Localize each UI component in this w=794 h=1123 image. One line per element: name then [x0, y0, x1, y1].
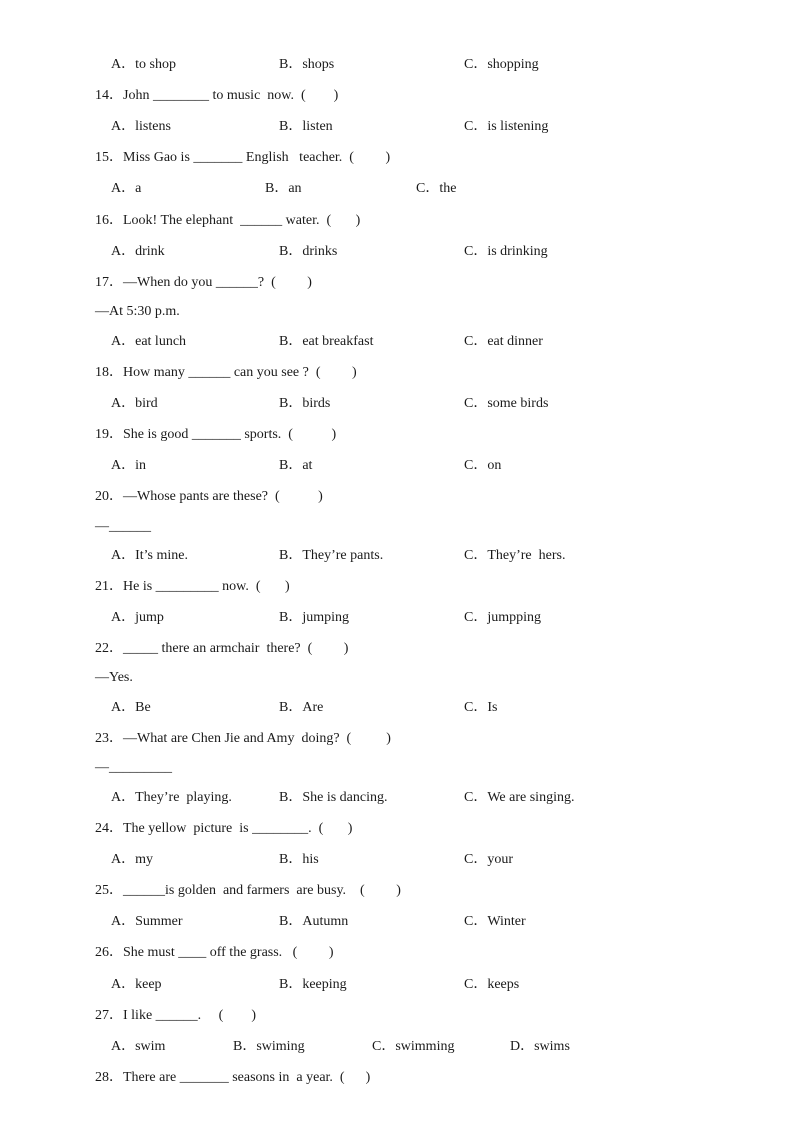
- question-text: 14．John ________ to music now. ( ): [95, 88, 339, 103]
- dialogue-line: —_________: [95, 760, 172, 775]
- answer-option: B．drinks: [279, 244, 338, 259]
- answer-option: B．an: [265, 181, 302, 196]
- answer-option: A．to shop: [111, 57, 176, 72]
- answer-option: A．drink: [111, 244, 165, 259]
- question-text: 27．I like ______. ( ): [95, 1008, 256, 1023]
- question-text: 26．She must ____ off the grass. ( ): [95, 945, 334, 960]
- dialogue-line: —At 5:30 p.m.: [95, 304, 180, 319]
- answer-option: C．We are singing.: [464, 790, 575, 805]
- question-text: 19．She is good _______ sports. ( ): [95, 427, 337, 442]
- answer-option: A．bird: [111, 396, 158, 411]
- answer-option: B．jumping: [279, 610, 350, 625]
- dialogue-line: —Yes.: [95, 670, 133, 685]
- question-text: 15．Miss Gao is _______ English teacher. ( ): [95, 150, 391, 165]
- answer-option: C．is drinking: [464, 244, 548, 259]
- answer-option: A．in: [111, 458, 146, 473]
- answer-option: A．a: [111, 181, 142, 196]
- question-text: 18．How many ______ can you see ? ( ): [95, 365, 357, 380]
- answer-option: C．shopping: [464, 57, 539, 72]
- answer-option: C．keeps: [464, 977, 520, 992]
- question-text: 21．He is _________ now. ( ): [95, 579, 290, 594]
- answer-option: A．keep: [111, 977, 162, 992]
- answer-option: A．my: [111, 852, 153, 867]
- answer-option: B．Autumn: [279, 914, 349, 929]
- answer-option: B．They’re pants.: [279, 548, 384, 563]
- answer-option: C．They’re hers.: [464, 548, 566, 563]
- question-text: 17．—When do you ______? ( ): [95, 275, 312, 290]
- question-text: 28．There are _______ seasons in a year. ( ): [95, 1070, 371, 1085]
- question-text: 23．—What are Chen Jie and Amy doing? ( ): [95, 731, 391, 746]
- answer-option: C．is listening: [464, 119, 549, 134]
- question-text: 24．The yellow picture is ________. ( ): [95, 821, 353, 836]
- answer-option: C．Is: [464, 700, 498, 715]
- answer-option: C．the: [416, 181, 457, 196]
- answer-option: A．eat lunch: [111, 334, 187, 349]
- answer-option: C．eat dinner: [464, 334, 543, 349]
- dialogue-line: —______: [95, 519, 151, 534]
- answer-option: A．jump: [111, 610, 164, 625]
- answer-option: A．listens: [111, 119, 171, 134]
- question-text: 22．_____ there an armchair there? ( ): [95, 641, 349, 656]
- answer-option: A．They’re playing.: [111, 790, 232, 805]
- answer-option: B．at: [279, 458, 313, 473]
- question-text: 20．—Whose pants are these? ( ): [95, 489, 323, 504]
- question-text: 16．Look! The elephant ______ water. ( ): [95, 213, 361, 228]
- answer-option: C．swimming: [372, 1039, 455, 1054]
- answer-option: C．jumpping: [464, 610, 542, 625]
- answer-option: B．shops: [279, 57, 335, 72]
- answer-option: A．Summer: [111, 914, 183, 929]
- answer-option: A．It’s mine.: [111, 548, 188, 563]
- answer-option: C．on: [464, 458, 502, 473]
- answer-option: B．keeping: [279, 977, 347, 992]
- answer-option: A．swim: [111, 1039, 166, 1054]
- answer-option: B．Are: [279, 700, 324, 715]
- answer-option: D．swims: [510, 1039, 570, 1054]
- answer-option: B．birds: [279, 396, 331, 411]
- answer-option: B．eat breakfast: [279, 334, 374, 349]
- answer-option: C．Winter: [464, 914, 526, 929]
- answer-option: C．some birds: [464, 396, 549, 411]
- answer-option: B．his: [279, 852, 319, 867]
- answer-option: C．your: [464, 852, 513, 867]
- answer-option: B．She is dancing.: [279, 790, 388, 805]
- answer-option: B．listen: [279, 119, 333, 134]
- answer-option: A．Be: [111, 700, 151, 715]
- question-text: 25．______is golden and farmers are busy. ( ): [95, 883, 401, 898]
- answer-option: B．swiming: [233, 1039, 305, 1054]
